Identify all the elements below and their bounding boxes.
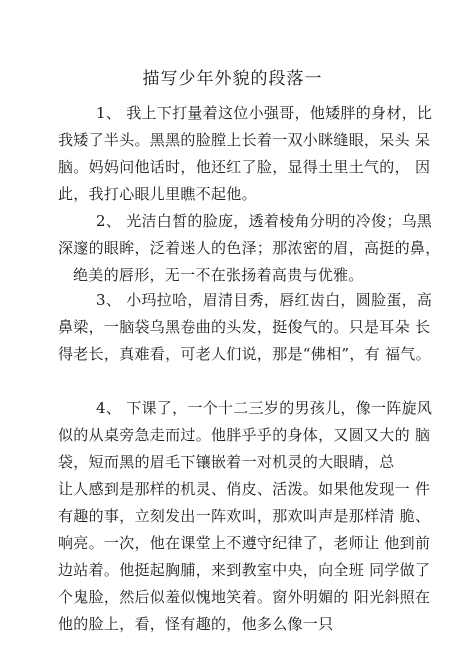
- paragraph-3-line-1: 3、 小玛拉哈，眉清目秀，唇红齿白，圆脸蛋，高: [96, 291, 433, 309]
- paragraph-2-line-3: 绝美的唇形，无一不在张扬着高贵与优雅。: [73, 266, 364, 284]
- paragraph-4-line-4: 让人感到是那样的机灵、俏皮、活泼。如果他发现一 件: [58, 480, 431, 498]
- paragraph-4-line-7: 边站着。他挺起胸脯，来到教室中央，向全班 同学做了: [58, 561, 431, 579]
- paragraph-2-line-1: 2、 光洁白皙的脸庞，透着棱角分明的冷俊；乌黑: [96, 212, 433, 230]
- paragraph-4-line-1: 4、 下课了，一个十二三岁的男孩儿，像一阵旋风: [96, 399, 433, 417]
- document-title: 描写少年外貌的段落一: [142, 69, 323, 89]
- paragraph-3-line-3: 得老长，真难看，可老人们说，那是“佛相”，有 福气。: [58, 345, 431, 363]
- paragraph-3-line-2: 鼻梁，一脑袋乌黑卷曲的头发，挺俊气的。只是耳朵 长: [58, 318, 431, 336]
- paragraph-2-line-2: 深邃的眼眸，泛着迷人的色泽；那浓密的眉，高挺的鼻，: [58, 239, 441, 257]
- paragraph-4-line-9: 他的脸上，看，怪有趣的，他多么像一只: [58, 615, 334, 633]
- paragraph-4-line-6: 响亮。一次，他在课堂上不遵守纪律了，老师让 他到前: [58, 534, 431, 552]
- paragraph-4-line-3: 袋，短而黑的眉毛下镶嵌着一对机灵的大眼睛，总: [58, 453, 395, 471]
- paragraph-4-line-5: 有趣的事，立刻发出一阵欢叫，那欢叫声是那样清 脆、: [58, 507, 431, 525]
- paragraph-1-line-1: 1、 我上下打量着这位小强哥，他矮胖的身材，比: [96, 104, 433, 122]
- paragraph-4-line-8: 个鬼脸，然后似羞似愧地笑着。窗外明媚的 阳光斜照在: [58, 588, 431, 606]
- paragraph-4-line-2: 似的从桌旁急走而过。他胖乎乎的身体，又圆又大的 脑: [58, 426, 431, 444]
- paragraph-1-line-4: 此，我打心眼儿里瞧不起他。: [58, 185, 257, 203]
- paragraph-1-line-3: 脑。妈妈问他话时，他还红了脸，显得土里土气的， 因: [58, 158, 431, 176]
- paragraph-1-line-2: 我矮了半头。黑黑的脸膛上长着一双小眯缝眼，呆头 呆: [58, 131, 431, 149]
